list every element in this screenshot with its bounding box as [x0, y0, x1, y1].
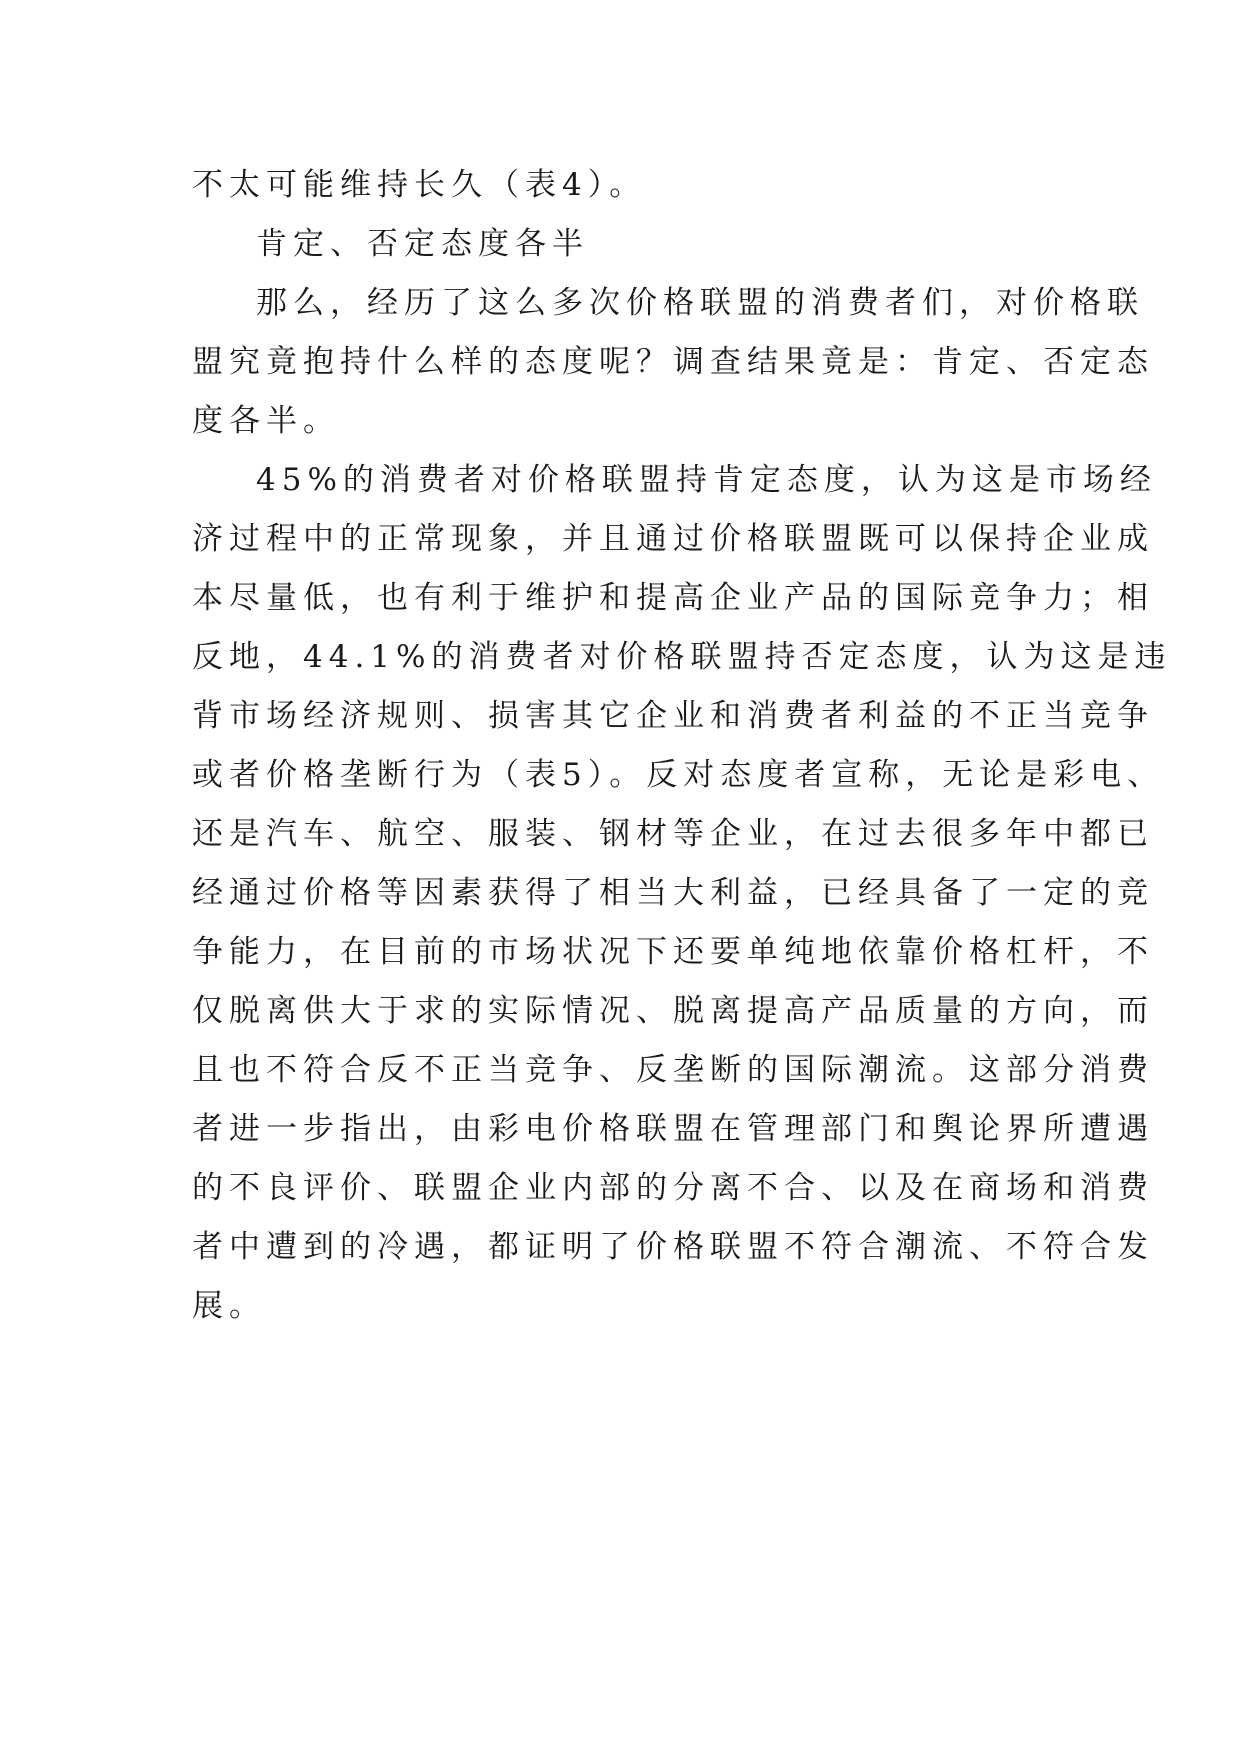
text-line: 那么，经历了这么多次价格联盟的消费者们，对价格联 [256, 285, 1144, 321]
text-line: 或者价格垄断行为（表5）。反对态度者宣称，无论是彩电、 [192, 757, 1165, 793]
text-line: 且也不符合反不正当竞争、反垄断的国际潮流。这部分消费 [192, 1052, 1154, 1088]
text-line: 者进一步指出，由彩电价格联盟在管理部门和舆论界所遭遇 [192, 1111, 1154, 1147]
text-line: 仅脱离供大于求的实际情况、脱离提高产品质量的方向，而 [192, 993, 1154, 1029]
text-line: 盟究竟抱持什么样的态度呢？调查结果竟是：肯定、否定态 [192, 344, 1154, 380]
text-line: 争能力，在目前的市场状况下还要单纯地依靠价格杠杆，不 [192, 934, 1154, 970]
text-line: 45%的消费者对价格联盟持肯定态度，认为这是市场经 [256, 462, 1157, 498]
text-line: 经通过价格等因素获得了相当大利益，已经具备了一定的竞 [192, 875, 1154, 911]
text-line: 展。 [192, 1288, 266, 1324]
text-line: 不太可能维持长久（表4）。 [192, 167, 647, 203]
text-line: 本尽量低，也有利于维护和提高企业产品的国际竞争力；相 [192, 580, 1154, 616]
text-line: 反地，44.1%的消费者对价格联盟持否定态度，认为这是违 [192, 639, 1172, 675]
text-line: 背市场经济规则、损害其它企业和消费者利益的不正当竞争 [192, 698, 1154, 734]
text-line: 度各半。 [192, 403, 340, 439]
text-line: 济过程中的正常现象，并且通过价格联盟既可以保持企业成 [192, 521, 1154, 557]
body-text [192, 156, 1172, 1336]
text-line: 的不良评价、联盟企业内部的分离不合、以及在商场和消费 [192, 1170, 1154, 1206]
text-line: 者中遭到的冷遇，都证明了价格联盟不符合潮流、不符合发 [192, 1229, 1154, 1265]
text-line: 还是汽车、航空、服装、钢材等企业，在过去很多年中都已 [192, 816, 1154, 852]
text-line: 肯定、否定态度各半 [256, 226, 589, 262]
